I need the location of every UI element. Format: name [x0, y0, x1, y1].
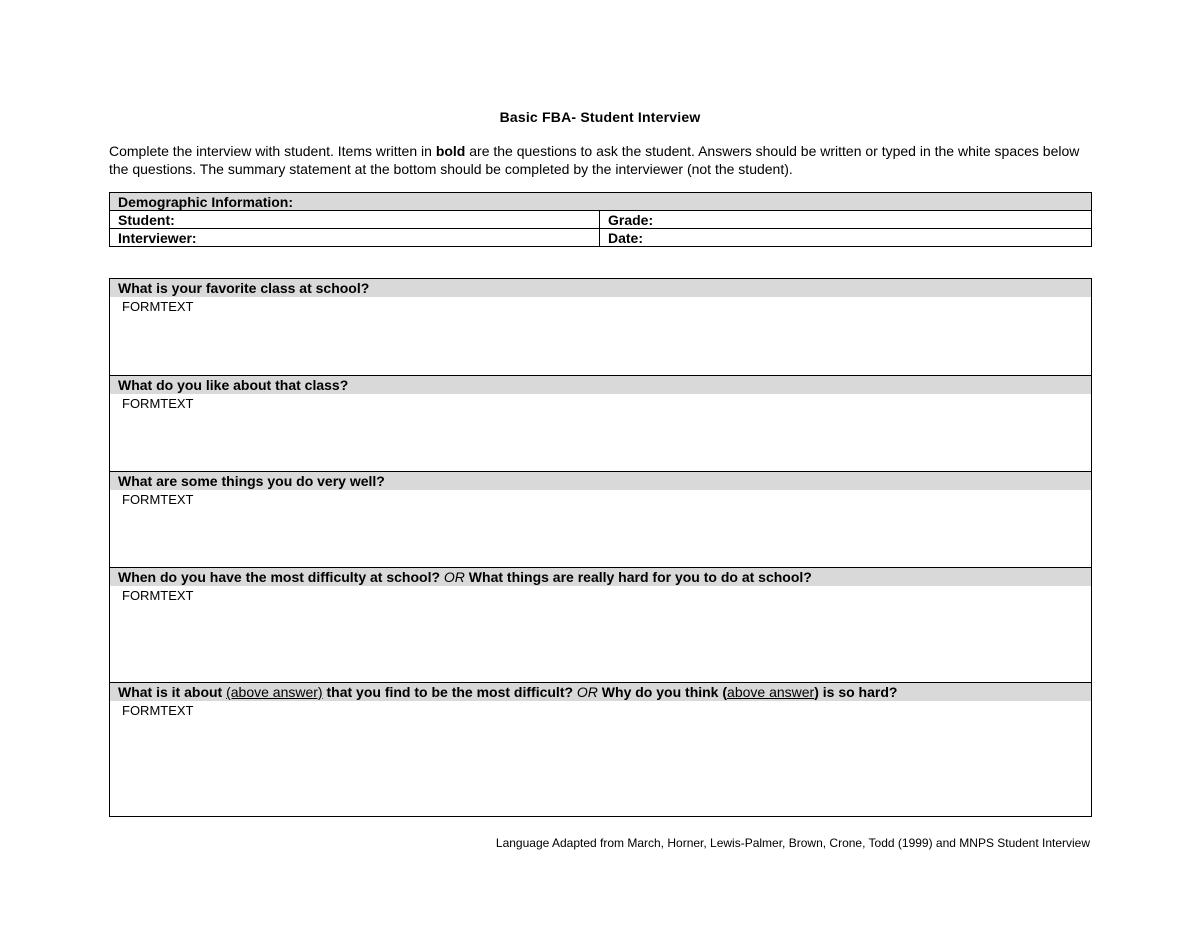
answer-field[interactable]: FORMTEXT	[122, 588, 194, 603]
question-text: What is it about	[118, 684, 227, 700]
answer-field[interactable]: FORMTEXT	[122, 492, 194, 507]
question-block	[110, 568, 1091, 683]
question-block	[110, 376, 1091, 472]
answer-field[interactable]: FORMTEXT	[122, 396, 194, 411]
intro-text-2: are the questions to ask the student. Answers should be written or typed in the white spaces below the questions. The summary statement at the bottom should be completed by the interviewer (not the student).	[109, 143, 1080, 177]
interviewer-field[interactable]: Interviewer:	[110, 229, 600, 247]
question-label	[110, 683, 1091, 701]
question-block	[110, 472, 1091, 568]
intro-paragraph	[109, 142, 1094, 178]
question-block	[110, 683, 1091, 817]
question-text: Why do you think (	[597, 684, 728, 700]
student-field[interactable]: Student:	[110, 211, 600, 229]
date-field[interactable]: Date:	[600, 229, 1092, 247]
intro-bold-word: bold	[435, 143, 466, 159]
interview-questions	[109, 278, 1092, 817]
placeholder-underline: (above answer)	[226, 684, 323, 700]
grade-field[interactable]: Grade:	[600, 211, 1092, 229]
question-label	[110, 568, 1091, 586]
answer-field[interactable]: FORMTEXT	[122, 703, 194, 718]
answer-field[interactable]: FORMTEXT	[122, 299, 194, 314]
footer-citation: Language Adapted from March, Horner, Lewis-Palmer, Brown, Crone, Todd (1999) and MNPS Student Interview	[495, 836, 1090, 850]
or-text: OR	[443, 569, 465, 585]
or-text: OR	[576, 684, 598, 700]
placeholder-underline: above answer	[727, 684, 815, 700]
question-text: What things are really hard for you to do at school?	[464, 569, 812, 585]
question-block	[110, 279, 1091, 376]
page-title: Basic FBA- Student Interview	[499, 109, 701, 125]
question-text: that you find to be the most difficult?	[322, 684, 577, 700]
question-text: When do you have the most difficulty at school?	[118, 569, 444, 585]
question-text: ) is so hard?	[814, 684, 898, 700]
demographic-header: Demographic Information:	[110, 193, 1092, 211]
demographic-table	[109, 192, 1092, 247]
question-label: What do you like about that class?	[110, 376, 1091, 394]
intro-text-1: Complete the interview with student. Items written in	[109, 143, 436, 159]
question-label: What are some things you do very well?	[110, 472, 1091, 490]
question-label: What is your favorite class at school?	[110, 279, 1091, 297]
